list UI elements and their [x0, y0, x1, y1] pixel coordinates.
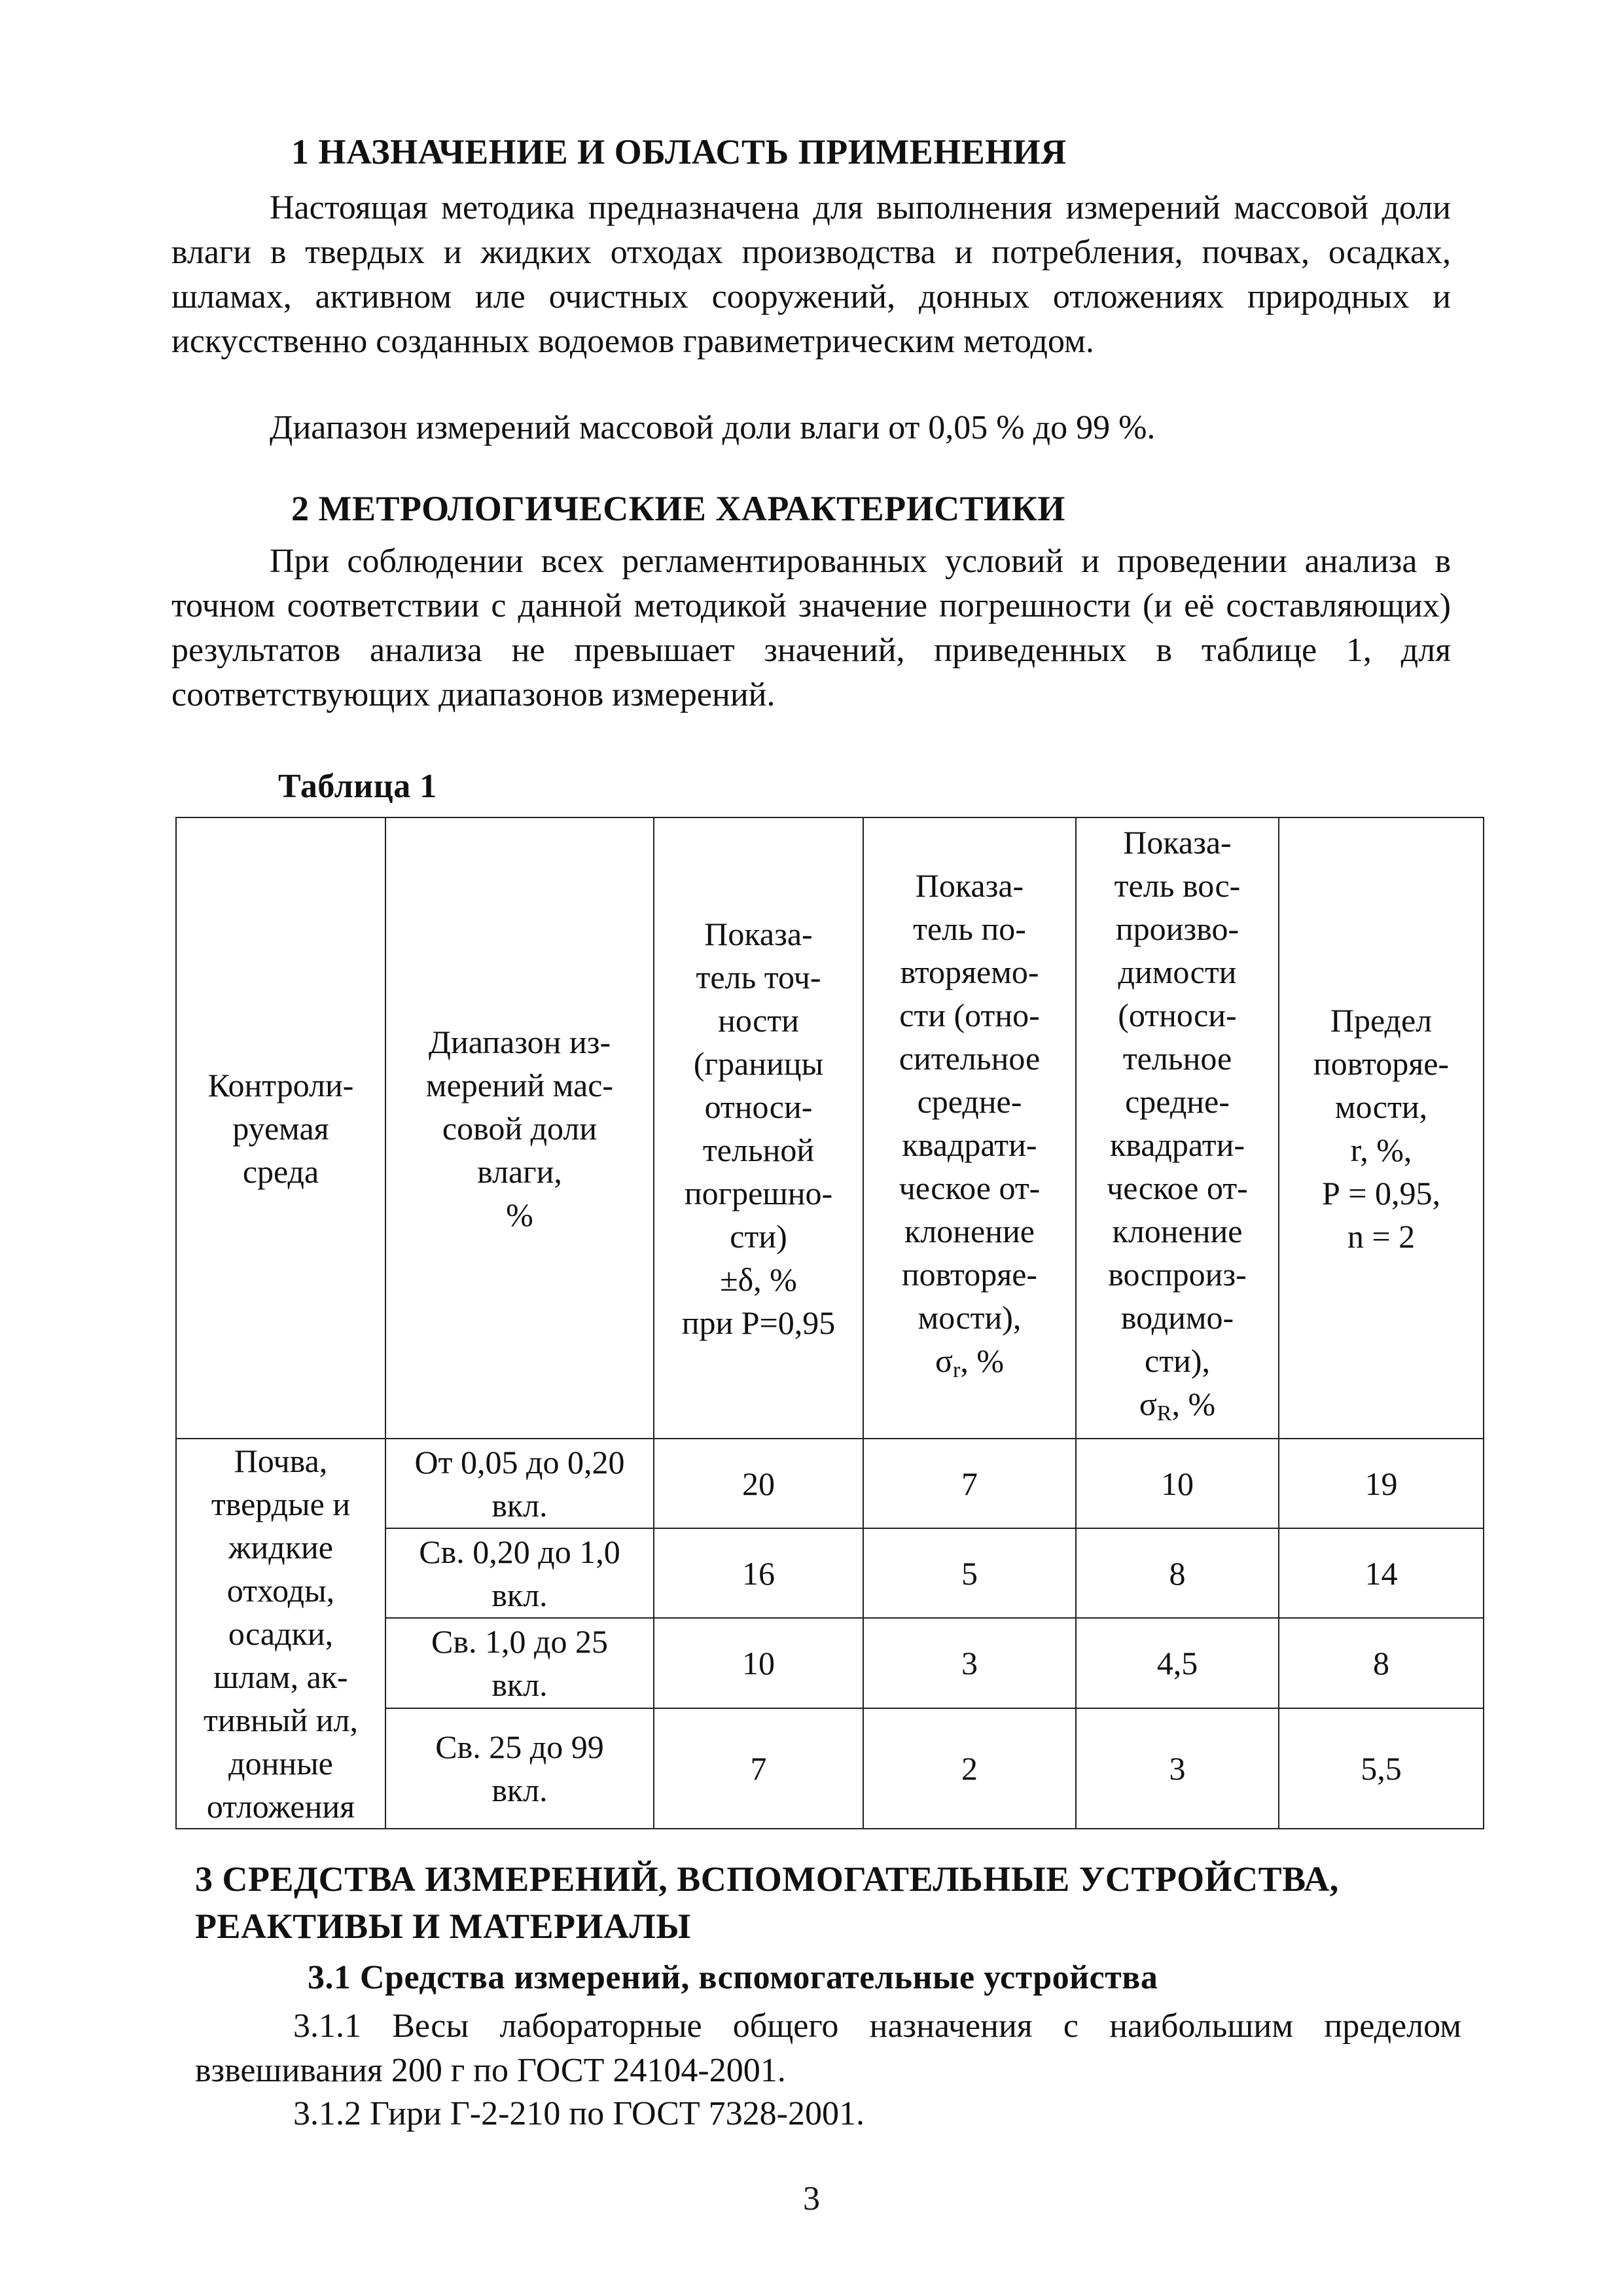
- header-range: Диапазон из- мерений мас- совой доли влаги, %: [385, 817, 654, 1439]
- sigma-R-symbol: σ: [1139, 1386, 1157, 1422]
- range-cell: Св. 25 до 99 вкл.: [385, 1708, 654, 1829]
- section-1-paragraph: Настоящая методика предназначена для выполнения измерений массовой доли влаги в твердых и жидких отходах производства и потребления, почвах, осадках, шламах, активном иле очистных сооружений, донных отложениях природных и искусственно созданных водоемов гравиметрическим методом.: [171, 189, 1451, 360]
- reproducibility-cell: 8: [1076, 1528, 1279, 1618]
- reproducibility-cell: 3: [1076, 1708, 1279, 1829]
- table-header-row: [176, 817, 1484, 1439]
- header-limit: Предел повторяе- мости, r, %, Р = 0,95, n = 2: [1279, 817, 1484, 1439]
- table-row: [176, 1439, 1484, 1528]
- header-reproducibility: [1076, 817, 1279, 1439]
- page-number: 3: [803, 2180, 820, 2217]
- sigma-R-subscript: R: [1156, 1401, 1172, 1426]
- section-2-heading: 2 МЕТРОЛОГИЧЕСКИЕ ХАРАКТЕРИСТИКИ: [291, 489, 1065, 528]
- measurement-range-paragraph: Диапазон измерений массовой доли влаги от 0,05 % до 99 %.: [270, 409, 1156, 446]
- repeatability-cell: 2: [863, 1708, 1076, 1829]
- table-caption: Таблица 1: [278, 768, 437, 805]
- limit-cell: 19: [1279, 1439, 1484, 1528]
- section-2-paragraph: При соблюдении всех регламентированных условий и проведении анализа в точном соответствии с данной методикой значение погрешности (и её составляющих) результатов анализа не превышает значений, приведенных в таблице 1, для соответствующих диапазонов измерений.: [171, 543, 1451, 713]
- accuracy-cell: 10: [654, 1618, 863, 1708]
- reproducibility-cell: 4,5: [1076, 1618, 1279, 1708]
- header-accuracy: Показа- тель точ- ности (границы относи- тельной погрешно- сти) ±δ, % при Р=0,95: [654, 817, 863, 1439]
- header-medium: Контроли- руемая среда: [176, 817, 385, 1439]
- section-1-heading: 1 НАЗНАЧЕНИЕ И ОБЛАСТЬ ПРИМЕНЕНИЯ: [291, 132, 1067, 171]
- metrology-table: [175, 817, 1484, 1829]
- sigma-r-symbol: σ: [935, 1342, 953, 1379]
- repeatability-cell: 5: [863, 1528, 1076, 1618]
- medium-cell: Почва, твердые и жидкие отходы, осадки, шлам, ак- тивный ил, донные отложения: [176, 1439, 385, 1829]
- repeatability-cell: 3: [863, 1618, 1076, 1708]
- limit-cell: 14: [1279, 1528, 1484, 1618]
- accuracy-cell: 20: [654, 1439, 863, 1528]
- subsection-3-1-heading: 3.1 Средства измерений, вспомогательные устройства: [308, 1959, 1158, 1996]
- sigma-R-unit: , %: [1171, 1386, 1216, 1422]
- sigma-r-subscript: r: [952, 1358, 961, 1382]
- repeatability-cell: 7: [863, 1439, 1076, 1528]
- item-3-1-1: 3.1.1 Весы лабораторные общего назначения с наибольшим пределом взвешивания 200 г по ГОСТ 24104-2001.: [195, 2007, 1461, 2089]
- accuracy-cell: 16: [654, 1528, 863, 1618]
- header-reproducibility-text: Показа- тель вос- произво- димости (относи- тельное средне- квадрати- ческое от- клонение воспроиз- водимо- сти),: [1107, 824, 1248, 1379]
- section-3-heading: 3 СРЕДСТВА ИЗМЕРЕНИЙ, ВСПОМОГАТЕЛЬНЫЕ УСТРОЙСТВА, РЕАКТИВЫ И МАТЕРИАЛЫ: [195, 1859, 1339, 1946]
- range-cell: От 0,05 до 0,20 вкл.: [385, 1439, 654, 1528]
- limit-cell: 5,5: [1279, 1708, 1484, 1829]
- accuracy-cell: 7: [654, 1708, 863, 1829]
- range-cell: Св. 0,20 до 1,0 вкл.: [385, 1528, 654, 1618]
- header-repeatability-text: Показа- тель по- вторяемо- сти (отно- сительное средне- квадрати- ческое от- клонение повторяе- мости),: [899, 867, 1041, 1336]
- sigma-r-unit: , %: [960, 1342, 1004, 1379]
- header-repeatability: [863, 817, 1076, 1439]
- item-3-1-2: 3.1.2 Гири Г-2-210 по ГОСТ 7328-2001.: [293, 2095, 865, 2132]
- range-cell: Св. 1,0 до 25 вкл.: [385, 1618, 654, 1708]
- limit-cell: 8: [1279, 1618, 1484, 1708]
- reproducibility-cell: 10: [1076, 1439, 1279, 1528]
